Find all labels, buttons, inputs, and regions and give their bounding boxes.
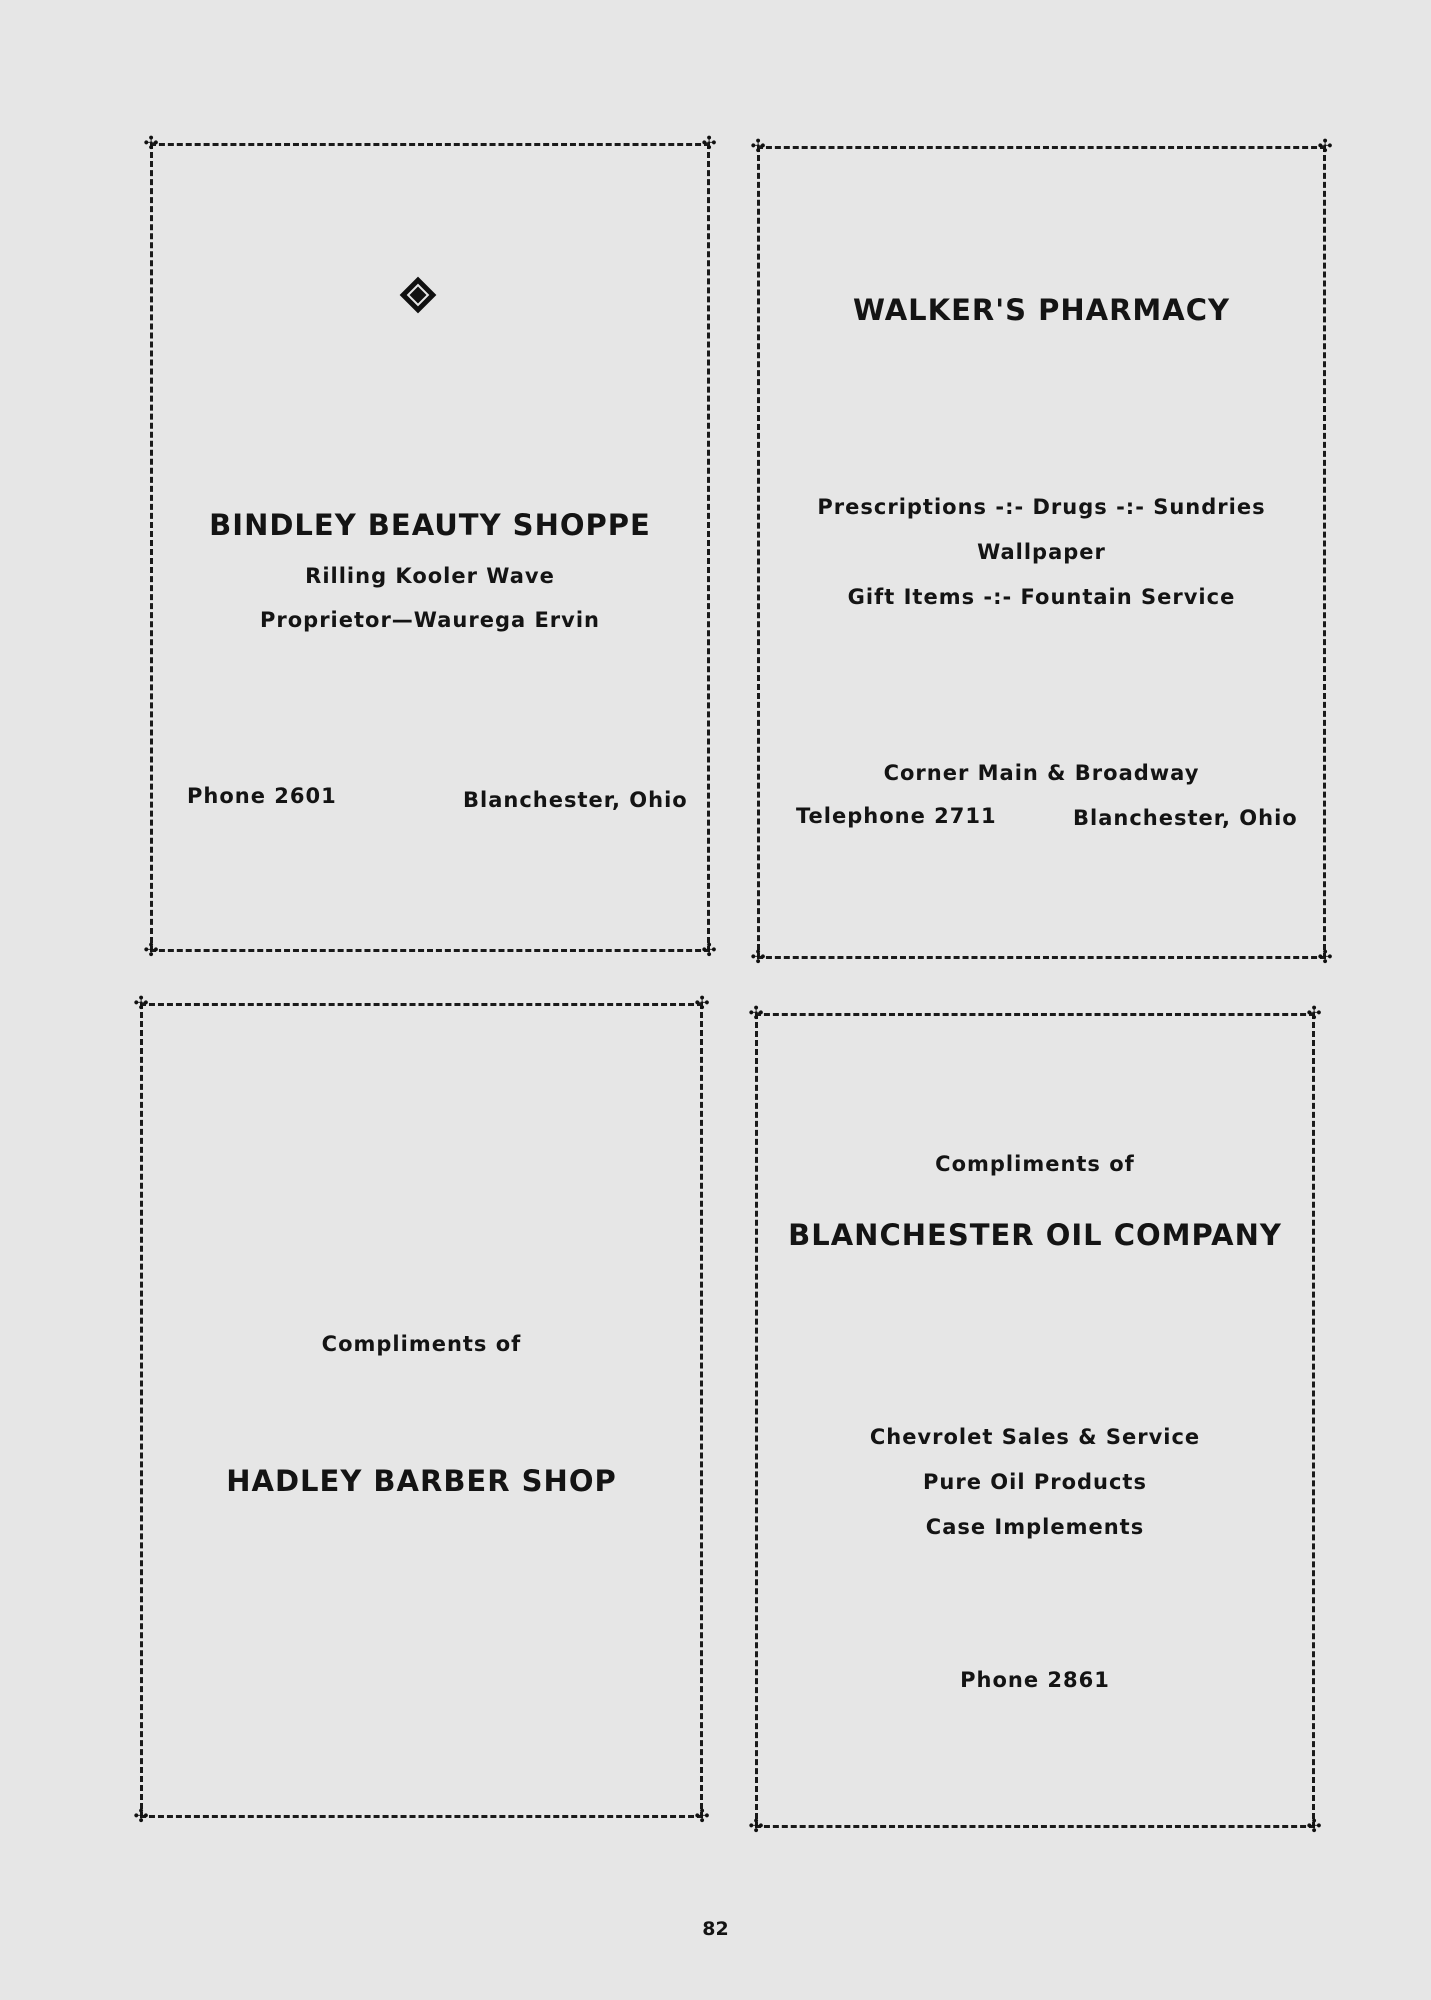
- products-line: Case Implements: [925, 1515, 1145, 1539]
- cross-corner-icon: ✣: [133, 993, 149, 1014]
- ad-bindley-beauty-shoppe: [143, 133, 717, 961]
- compliments-line: Compliments of: [321, 1332, 522, 1356]
- cross-corner-icon: ✣: [1306, 1003, 1322, 1024]
- page-number: 82: [702, 1918, 729, 1940]
- cross-corner-icon: ✣: [748, 1003, 764, 1024]
- cross-corner-icon: ✣: [694, 993, 710, 1014]
- ad-walkers-pharmacy: [750, 136, 1333, 968]
- cross-corner-icon: ✣: [1317, 947, 1333, 968]
- business-name: BINDLEY BEAUTY SHOPPE: [209, 508, 651, 542]
- cross-corner-icon: ✣: [748, 1816, 764, 1837]
- cross-corner-icon: ✣: [143, 133, 159, 154]
- cross-corner-icon: ✣: [143, 940, 159, 961]
- service-line: Rilling Kooler Wave: [305, 564, 555, 588]
- phone-number: Phone 2601: [187, 784, 337, 808]
- address-line: Corner Main & Broadway: [883, 761, 1200, 785]
- products-line: Prescriptions -:- Drugs -:- Sundries: [817, 495, 1266, 519]
- compliments-line: Compliments of: [935, 1152, 1135, 1176]
- cross-corner-icon: ✣: [701, 940, 717, 961]
- cross-corner-icon: ✣: [701, 133, 717, 154]
- city-name: Blanchester, Ohio: [463, 788, 688, 812]
- diamond-ornament-icon: [400, 277, 437, 314]
- cross-corner-icon: ✣: [133, 1806, 149, 1827]
- ad-hadley-barber-shop: [133, 993, 710, 1827]
- cross-corner-icon: ✣: [694, 1806, 710, 1827]
- phone-number: Telephone 2711: [796, 804, 997, 828]
- business-name: WALKER'S PHARMACY: [853, 293, 1230, 327]
- phone-number: Phone 2861: [960, 1668, 1110, 1692]
- products-line: Chevrolet Sales & Service: [869, 1425, 1201, 1449]
- business-name: HADLEY BARBER SHOP: [226, 1464, 617, 1498]
- cross-corner-icon: ✣: [750, 136, 766, 157]
- products-line: Gift Items -:- Fountain Service: [847, 585, 1236, 609]
- proprietor-line: Proprietor—Waurega Ervin: [259, 608, 600, 632]
- products-line: Wallpaper: [977, 540, 1106, 564]
- cross-corner-icon: ✣: [1306, 1816, 1322, 1837]
- business-name: BLANCHESTER OIL COMPANY: [788, 1218, 1282, 1252]
- city-name: Blanchester, Ohio: [1073, 806, 1298, 830]
- cross-corner-icon: ✣: [750, 947, 766, 968]
- cross-corner-icon: ✣: [1317, 136, 1333, 157]
- products-line: Pure Oil Products: [923, 1470, 1147, 1494]
- ad-blanchester-oil-company: [748, 1003, 1322, 1837]
